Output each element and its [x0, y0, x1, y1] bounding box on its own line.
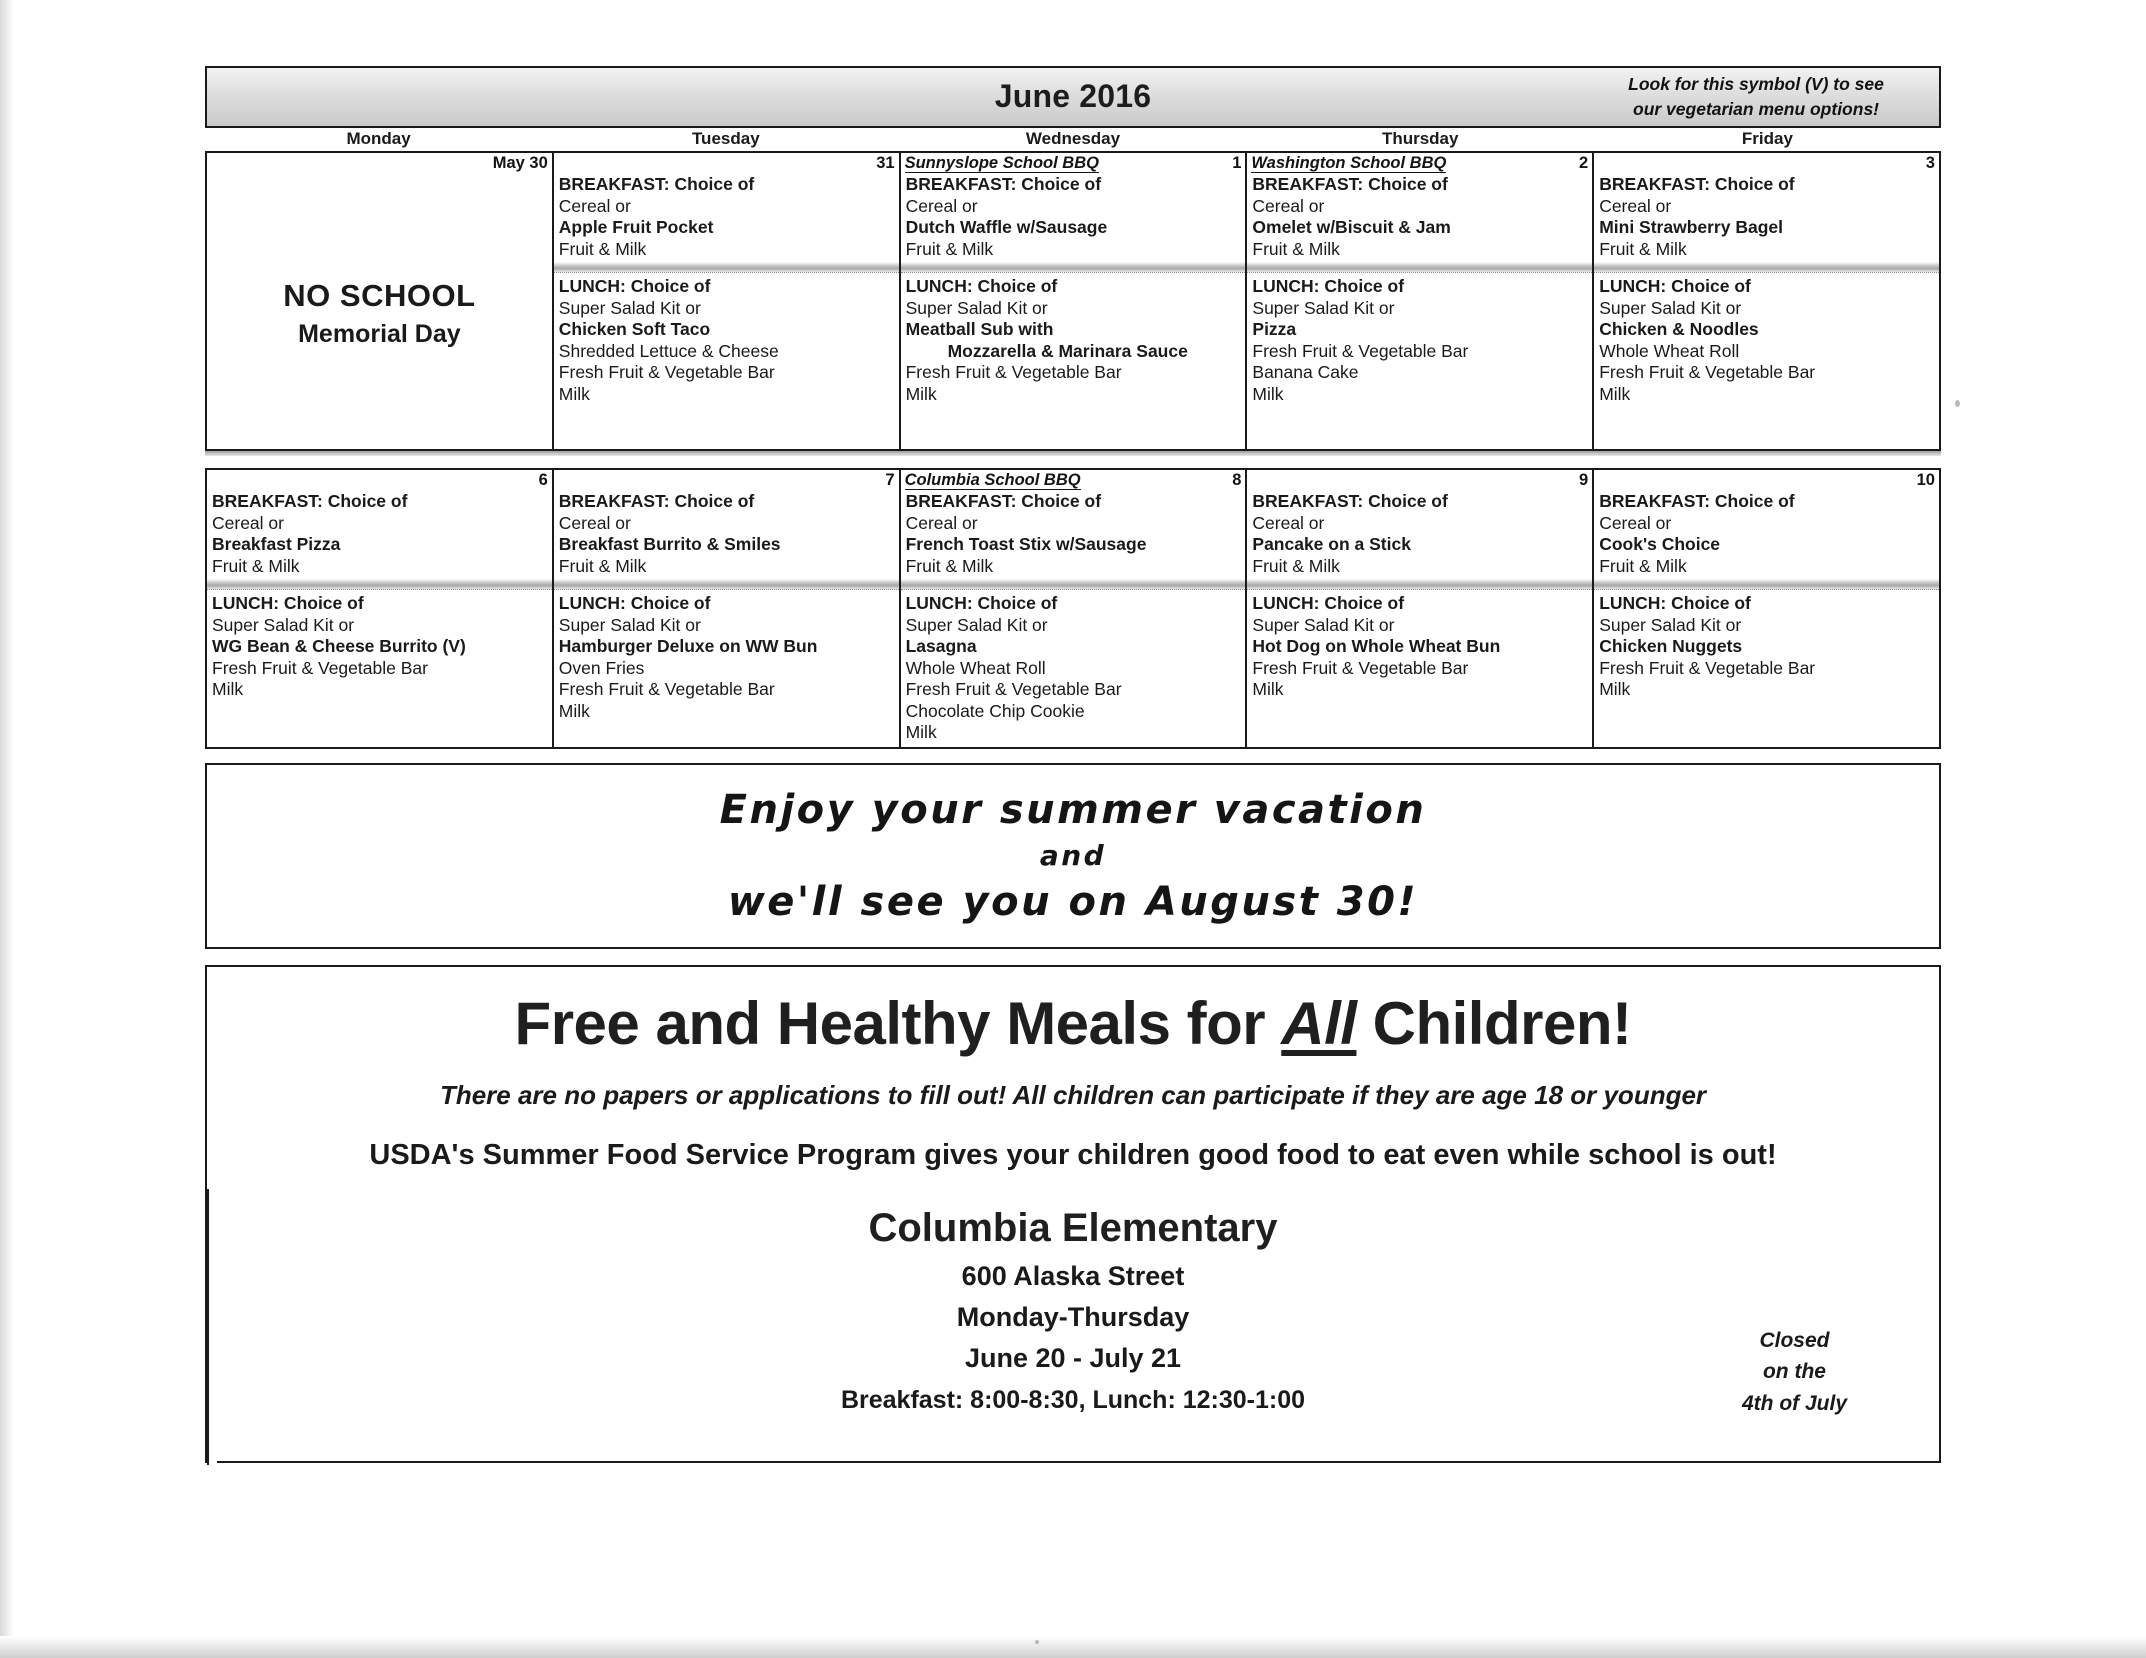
breakfast-lunch-divider [554, 262, 899, 273]
closed-july4-note [1742, 1325, 1847, 1420]
menu-line: LUNCH: Choice of [558, 276, 711, 296]
calendar-day-cell[interactable] [207, 153, 554, 449]
closed-note-line2: on the [1762, 1360, 1826, 1383]
menu-line: BREAKFAST: Choice of [905, 491, 1102, 511]
menu-line: Apple Fruit Pocket [558, 217, 714, 237]
menu-line: BREAKFAST: Choice of [1599, 491, 1795, 511]
menu-line: Shredded Lettuce & Cheese [558, 340, 779, 361]
breakfast-block [1594, 174, 1939, 260]
promo-divider [207, 1189, 217, 1465]
menu-line: BREAKFAST: Choice of [1599, 174, 1795, 194]
menu-line: Fruit & Milk [1252, 238, 1340, 259]
menu-line: LUNCH: Choice of [1252, 593, 1405, 613]
menu-line: BREAKFAST: Choice of [558, 491, 755, 511]
vegetarian-legend-line1: Look for this symbol (V) to see [1628, 74, 1884, 94]
calendar-day-cell[interactable] [1247, 153, 1594, 449]
menu-line: Fruit & Milk [905, 238, 994, 259]
menu-line: Cereal or [558, 512, 631, 533]
breakfast-block [554, 174, 899, 260]
promo-site-info [207, 1206, 1939, 1415]
menu-line: Milk [1599, 679, 1631, 699]
menu-line: Cereal or [905, 195, 978, 216]
day-cell-header [207, 153, 552, 174]
calendar-day-cell[interactable] [554, 470, 901, 747]
menu-line: Fresh Fruit & Vegetable Bar [1252, 340, 1469, 361]
day-number: 2 [1579, 154, 1589, 172]
menu-line: Mozzarella & Marinara Sauce [947, 340, 1188, 361]
breakfast-lunch-divider [1247, 579, 1592, 590]
menu-line: Hot Dog on Whole Wheat Bun [1252, 636, 1501, 656]
day-number: 8 [1232, 471, 1242, 489]
menu-line: Super Salad Kit or [1252, 614, 1395, 635]
promo-headline-part2: Children! [1356, 990, 1632, 1057]
lunch-block [1247, 593, 1592, 701]
menu-line: Super Salad Kit or [1599, 614, 1742, 635]
menu-line: Cereal or [1252, 195, 1325, 216]
day-cell-header [1594, 470, 1939, 491]
menu-line: Milk [905, 383, 937, 404]
summer-meals-promo [205, 965, 1941, 1463]
menu-line: BREAKFAST: Choice of [558, 174, 755, 194]
site-days: Monday-Thursday [956, 1302, 1190, 1332]
bbq-event-label: Washington School BBQ [1251, 154, 1447, 172]
breakfast-block [554, 491, 899, 577]
menu-line: LUNCH: Choice of [1599, 276, 1751, 296]
calendar-day-cell[interactable] [1247, 470, 1594, 747]
day-cell-header [207, 470, 552, 491]
scan-edge-artifact [0, 1636, 2146, 1658]
day-cell-header [554, 153, 899, 174]
calendar-day-cell[interactable] [901, 470, 1248, 747]
menu-line: Fresh Fruit & Vegetable Bar [905, 362, 1122, 382]
scan-edge-artifact [0, 0, 14, 1658]
menu-line: LUNCH: Choice of [905, 593, 1058, 613]
banner-line-1: Enjoy your summer vacation [719, 787, 1427, 833]
breakfast-lunch-divider [901, 262, 1246, 273]
day-number: May 30 [492, 154, 548, 172]
promo-subline: There are no papers or applications to fill out! All children can participate if they are age 18 or younger [439, 1080, 1707, 1110]
bbq-event-label: Sunnyslope School BBQ [904, 154, 1099, 172]
breakfast-block [901, 491, 1246, 577]
menu-line: Cereal or [1599, 195, 1672, 216]
menu-line: Milk [1599, 383, 1631, 404]
dow-thursday: Thursday [1381, 129, 1459, 148]
week-gap [205, 456, 1941, 468]
closed-note-line1: Closed [1759, 1328, 1830, 1352]
dow-monday: Monday [346, 129, 411, 148]
no-school-notice [207, 174, 552, 449]
promo-headline-emphasis: All [1281, 990, 1357, 1057]
day-number: 31 [876, 154, 895, 172]
menu-line: Hamburger Deluxe on WW Bun [558, 636, 818, 656]
menu-line: Pizza [1252, 319, 1297, 339]
dow-friday: Friday [1741, 129, 1793, 148]
day-number: 10 [1916, 471, 1935, 489]
menu-line: Mini Strawberry Bagel [1599, 217, 1783, 237]
menu-line: Fruit & Milk [905, 555, 994, 576]
menu-line: Fruit & Milk [1599, 555, 1687, 576]
breakfast-lunch-divider [1247, 262, 1592, 273]
breakfast-lunch-divider [1594, 579, 1939, 590]
promo-headline [207, 989, 1939, 1058]
menu-line: Fruit & Milk [1252, 555, 1340, 576]
menu-line: Chocolate Chip Cookie [905, 700, 1085, 721]
menu-line: Chicken & Noodles [1599, 319, 1759, 339]
no-school-line1: NO SCHOOL [283, 277, 476, 313]
menu-line: BREAKFAST: Choice of [1252, 491, 1448, 511]
breakfast-block [1594, 491, 1939, 577]
vegetarian-legend-line2: our vegetarian menu options! [1633, 99, 1879, 120]
menu-line: Fruit & Milk [558, 238, 647, 259]
calendar-day-cell[interactable] [554, 153, 901, 449]
menu-line: French Toast Stix w/Sausage [905, 534, 1147, 554]
lunch-block [554, 276, 899, 405]
day-of-week-header [205, 129, 1941, 151]
site-times: Breakfast: 8:00-8:30, Lunch: 12:30-1:00 [840, 1386, 1306, 1414]
breakfast-lunch-divider [901, 579, 1246, 590]
scan-speck [1035, 1640, 1039, 1644]
breakfast-block [1247, 491, 1592, 577]
promo-headline-part1: Free and Healthy Meals for [514, 990, 1282, 1057]
day-cell-header [1247, 470, 1592, 491]
no-school-line2: Memorial Day [298, 319, 461, 348]
menu-line: Fresh Fruit & Vegetable Bar [558, 362, 775, 382]
menu-line: Breakfast Pizza [212, 534, 341, 554]
dow-tuesday: Tuesday [691, 129, 760, 148]
menu-line: Breakfast Burrito & Smiles [558, 534, 781, 554]
menu-line: Fruit & Milk [558, 555, 647, 576]
site-dates: June 20 - July 21 [964, 1343, 1182, 1373]
menu-line: Cereal or [558, 195, 631, 216]
menu-line: Cereal or [212, 512, 284, 533]
menu-line: Milk [1252, 383, 1284, 404]
menu-line: WG Bean & Cheese Burrito (V) [212, 636, 466, 656]
menu-line: Cook's Choice [1599, 534, 1721, 554]
menu-line: Meatball Sub with [905, 319, 1054, 339]
day-number: 3 [1925, 154, 1935, 172]
menu-line: Banana Cake [1252, 362, 1359, 382]
site-name: Columbia Elementary [868, 1206, 1278, 1250]
dow-wednesday: Wednesday [1025, 129, 1121, 148]
menu-line: Dutch Waffle w/Sausage [905, 217, 1108, 237]
scan-speck [1955, 400, 1960, 407]
summer-vacation-banner [205, 763, 1941, 949]
site-address: 600 Alaska Street [961, 1261, 1185, 1291]
menu-line: Whole Wheat Roll [905, 657, 1046, 678]
bbq-event-label: Columbia School BBQ [904, 471, 1081, 489]
calendar-title-bar [205, 66, 1941, 128]
menu-line: Lasagna [905, 636, 977, 656]
menu-line: LUNCH: Choice of [1252, 276, 1405, 296]
calendar-weeks [205, 151, 1941, 749]
menu-line: Fresh Fruit & Vegetable Bar [1252, 657, 1469, 678]
menu-line: Super Salad Kit or [212, 614, 355, 635]
menu-line: Fruit & Milk [212, 555, 300, 576]
menu-line: Super Salad Kit or [905, 297, 1048, 318]
day-cell-header [554, 470, 899, 491]
menu-line: Whole Wheat Roll [1599, 340, 1740, 361]
closed-note-line3: 4th of July [1741, 1391, 1847, 1415]
menu-line: Fruit & Milk [1599, 238, 1687, 259]
day-cell-header [901, 470, 1246, 491]
calendar-day-cell[interactable] [1594, 153, 1939, 449]
day-number: 7 [885, 471, 895, 489]
day-cell-header [901, 153, 1246, 174]
banner-line-2: and [1039, 839, 1107, 872]
day-cell-header [1594, 153, 1939, 174]
menu-line: LUNCH: Choice of [212, 593, 364, 613]
menu-line: Cereal or [905, 512, 978, 533]
lunch-block [1247, 276, 1592, 405]
menu-line: Super Salad Kit or [558, 614, 701, 635]
day-number: 6 [538, 471, 548, 489]
menu-line: Milk [558, 700, 590, 721]
lunch-block [901, 593, 1246, 744]
menu-line: BREAKFAST: Choice of [1252, 174, 1448, 194]
menu-line: Chicken Soft Taco [558, 319, 711, 339]
vegetarian-legend [1581, 72, 1931, 123]
menu-line: Fresh Fruit & Vegetable Bar [905, 679, 1122, 699]
menu-line: Super Salad Kit or [1599, 297, 1742, 318]
day-number: 1 [1232, 154, 1242, 172]
menu-line: BREAKFAST: Choice of [905, 174, 1102, 194]
breakfast-block [901, 174, 1246, 260]
menu-line: Milk [1252, 679, 1284, 699]
calendar-week-row [205, 468, 1941, 749]
lunch-block [1594, 593, 1939, 701]
promo-usda-line: USDA's Summer Food Service Program gives your children good food to eat even while school is out! [369, 1139, 1777, 1171]
lunch-block [901, 276, 1246, 405]
breakfast-lunch-divider [554, 579, 899, 590]
menu-line: Super Salad Kit or [905, 614, 1048, 635]
menu-line: Fresh Fruit & Vegetable Bar [558, 679, 775, 699]
breakfast-lunch-divider [1594, 262, 1939, 273]
lunch-block [207, 593, 552, 701]
menu-line: Oven Fries [558, 657, 645, 678]
day-number: 9 [1579, 471, 1589, 489]
calendar-day-cell[interactable] [207, 470, 554, 747]
calendar-week-row [205, 151, 1941, 451]
banner-line-3: we'll see you on August 30! [727, 879, 1419, 925]
menu-line: Chicken Nuggets [1599, 636, 1743, 656]
calendar-day-cell[interactable] [1594, 470, 1939, 747]
menu-line: BREAKFAST: Choice of [212, 491, 408, 511]
breakfast-block [207, 491, 552, 577]
day-cell-header [1247, 153, 1592, 174]
breakfast-lunch-divider [207, 579, 552, 590]
menu-line: Fresh Fruit & Vegetable Bar [1599, 362, 1816, 382]
menu-line: Fresh Fruit & Vegetable Bar [1599, 657, 1816, 678]
lunch-block [554, 593, 899, 722]
menu-line: Fresh Fruit & Vegetable Bar [212, 657, 428, 678]
menu-sheet [205, 66, 1941, 1463]
menu-line: Cereal or [1599, 512, 1672, 533]
menu-line: LUNCH: Choice of [558, 593, 711, 613]
calendar-day-cell[interactable] [901, 153, 1248, 449]
menu-line: Cereal or [1252, 512, 1325, 533]
menu-line: Super Salad Kit or [1252, 297, 1395, 318]
menu-line: LUNCH: Choice of [905, 276, 1058, 296]
breakfast-block [1247, 174, 1592, 260]
menu-line: LUNCH: Choice of [1599, 593, 1751, 613]
menu-line: Pancake on a Stick [1252, 534, 1411, 554]
page-title: June 2016 [994, 78, 1152, 114]
menu-line: Omelet w/Biscuit & Jam [1252, 217, 1451, 237]
menu-line: Milk [558, 383, 590, 404]
menu-line: Milk [905, 722, 937, 742]
menu-line: Milk [212, 679, 244, 699]
lunch-block [1594, 276, 1939, 405]
menu-line: Super Salad Kit or [558, 297, 701, 318]
